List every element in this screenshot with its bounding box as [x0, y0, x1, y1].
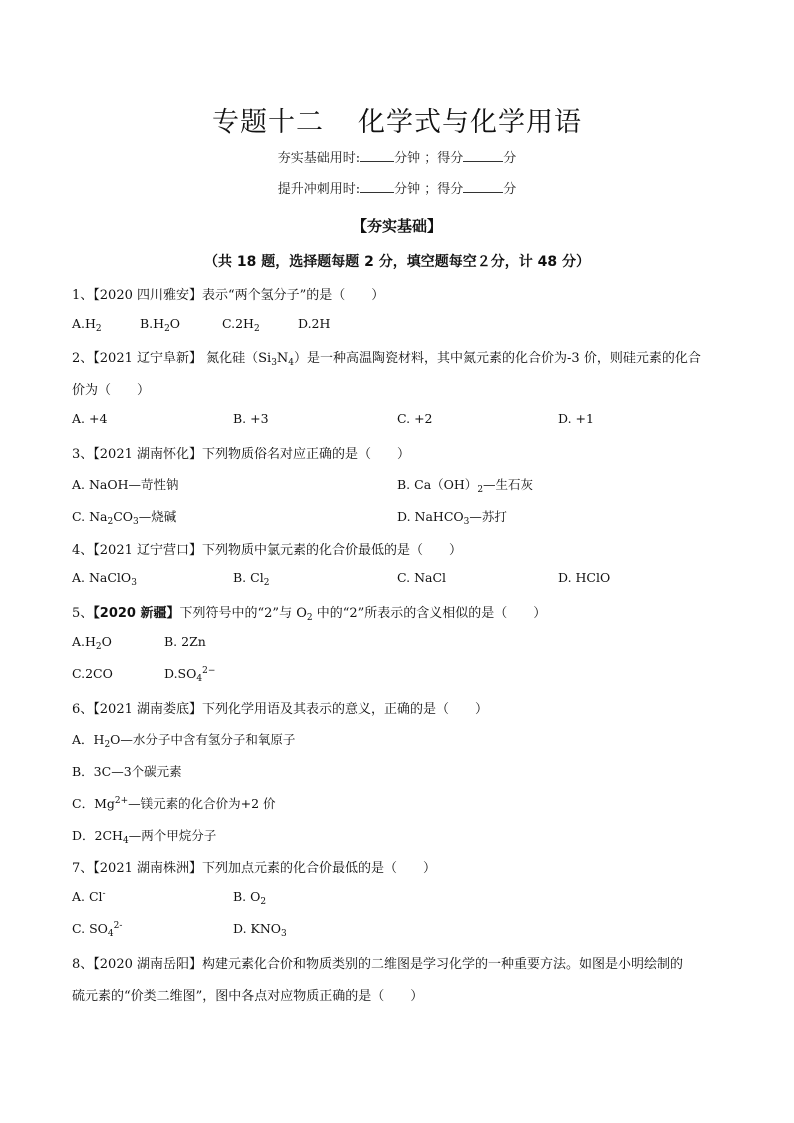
q4-option-d[interactable]: D. HClO: [558, 570, 611, 585]
question-8-stem: 8、【2020 湖南岳阳】构建元素化合价和物质类别的二维图是学习化学的一种重要方法。如图是小明绘制的: [72, 957, 683, 972]
q1-option-c[interactable]: $C.2H_2$: [222, 316, 260, 334]
question-4-stem: 4、【2021 辽宁营口】下列物质中氯元素的化合价最低的是（ ）: [72, 543, 462, 558]
q2-option-b[interactable]: B. +3: [233, 411, 269, 426]
q1-option-d[interactable]: D.2H: [298, 316, 331, 331]
minute-score-label: 分钟 ；得分: [394, 182, 464, 197]
score-blank[interactable]: [463, 180, 503, 193]
minute-score-label: 分钟 ；得分: [394, 151, 464, 166]
question-1-stem: 1、【2020 四川雅安】表示“两个氢分子”的是（ ）: [72, 288, 385, 303]
q5-option-b[interactable]: B. 2Zn: [164, 634, 206, 649]
question-7-stem: 7、【2021 湖南株洲】下列加点元素的化合价最低的是（ ）: [72, 861, 436, 876]
q6-option-a[interactable]: A．$H_2O—$水分子中含有氢分子和氧原子: [72, 732, 296, 750]
q1-option-a[interactable]: $A.H_2$: [72, 316, 102, 334]
time-score-line-basic: [0, 147, 794, 166]
q3-option-c[interactable]: C. $Na_2CO_3—$烧碱: [72, 509, 177, 527]
q2-option-d[interactable]: D. +1: [558, 411, 594, 426]
score-unit: 分: [503, 182, 517, 197]
question-6-stem: 6、【2021 湖南娄底】下列化学用语及其表示的意义，正确的是（ ）: [72, 702, 488, 717]
title-topic-number: 专题十二: [212, 107, 324, 138]
time-blank[interactable]: [360, 149, 394, 162]
q6-option-b[interactable]: B．3C—3个碳元素: [72, 764, 182, 779]
question-2-stem: 2、【2021 辽宁阜新】 氮化硅$(Si_3N_4)$是一种高温陶瓷材料，其中氮元素的化合价为-3 价，则硅元素的化合: [72, 351, 701, 368]
section-title: 【夯实基础】: [351, 217, 442, 235]
title-topic-name: 化学式与化学用语: [358, 107, 582, 138]
question-3-stem: 3、【2021 湖南怀化】下列物质俗名对应正确的是（ ）: [72, 447, 410, 462]
score-blank[interactable]: [463, 149, 503, 162]
q7-option-a[interactable]: A. Cl-: [72, 889, 106, 904]
time-score-line-advanced: [0, 178, 794, 197]
question-8-stem-cont: 硫元素的“价类二维图”，图中各点对应物质正确的是（ ）: [72, 989, 424, 1004]
basic-time-label: 夯实基础用时:: [277, 151, 361, 166]
q5-option-c[interactable]: C.2CO: [72, 666, 113, 681]
q5-option-d[interactable]: $D.SO_4^{2-}$: [164, 666, 216, 684]
q5-option-a[interactable]: $A.H_2O$: [72, 634, 112, 652]
q4-option-a[interactable]: A. NaClO$_3$: [72, 570, 137, 588]
question-5-stem: 5、【2020 新疆】下列符号中的“2”与 $O_2$ 中的“2”所表示的含义相似的是（ ）: [72, 606, 547, 623]
q3-option-d[interactable]: D. NaHCO$_3$—苏打: [397, 509, 507, 527]
q7-option-b[interactable]: B. $O_2$: [233, 889, 267, 907]
q7-option-d[interactable]: D. $KNO_3$: [233, 921, 287, 939]
q4-option-c[interactable]: C. NaCl: [397, 570, 447, 585]
q3-option-a[interactable]: A. NaOH—苛性钠: [72, 477, 179, 492]
page-title: [0, 100, 794, 139]
q6-option-c[interactable]: C．$Mg^{2+}—$镁元素的化合价为+2 价: [72, 796, 276, 811]
score-unit: 分: [503, 151, 517, 166]
time-blank[interactable]: [360, 180, 394, 193]
q7-option-c[interactable]: C. $SO_4^{2-}$: [72, 921, 123, 939]
q4-option-b[interactable]: B. $Cl_2$: [233, 570, 270, 588]
score-note: （共 18 题，选择题每题 2 分，填空题每空２分，计 48 分）: [204, 254, 590, 270]
q3-option-b[interactable]: B. $Ca(OH)_2—$生石灰: [397, 477, 534, 495]
question-2-stem-cont: 价为（ ）: [72, 383, 151, 398]
q2-option-a[interactable]: A. +4: [72, 411, 108, 426]
q6-option-d[interactable]: D．$2CH_4—$两个甲烷分子: [72, 828, 217, 846]
q1-option-b[interactable]: $B.H_2O$: [140, 316, 181, 334]
q2-option-c[interactable]: C. +2: [397, 411, 433, 426]
advanced-time-label: 提升冲刺用时:: [277, 182, 361, 197]
